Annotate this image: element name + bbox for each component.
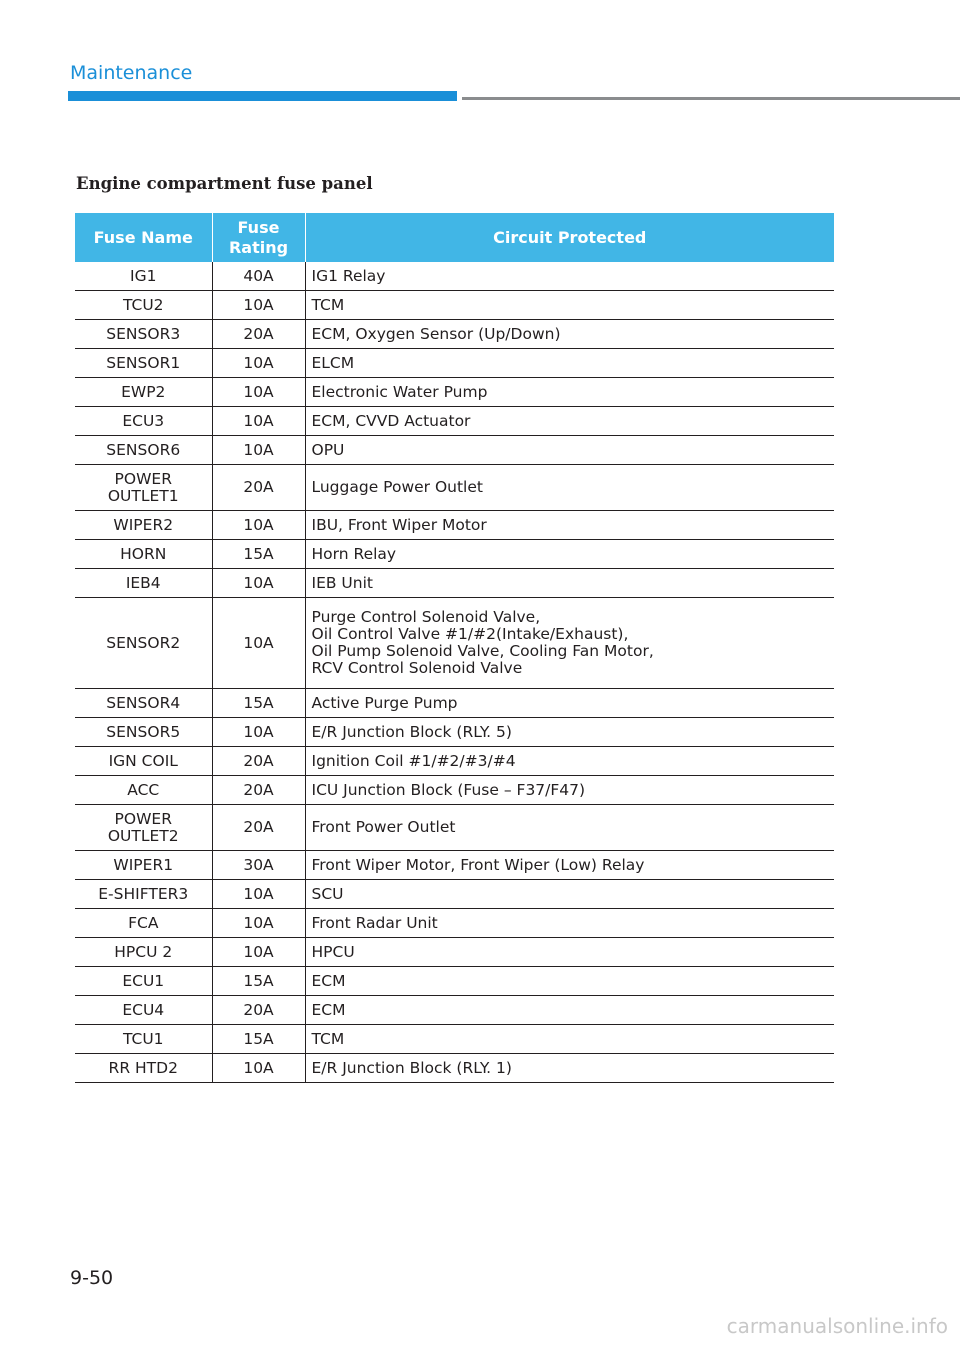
fuse-name-cell: E-SHIFTER3 [75,880,212,909]
circuit-protected-cell: ECM, Oxygen Sensor (Up/Down) [305,320,834,349]
fuse-name-cell: IEB4 [75,569,212,598]
fuse-rating-cell: 15A [212,967,305,996]
fuse-rating-cell: 10A [212,378,305,407]
table-row [75,1054,834,1083]
circuit-protected-cell: Front Power Outlet [305,805,834,851]
fuse-rating-cell: 10A [212,909,305,938]
circuit-protected-cell: ECM, CVVD Actuator [305,407,834,436]
fuse-name-cell: WIPER2 [75,511,212,540]
fuse-name-cell: TCU2 [75,291,212,320]
table-row [75,880,834,909]
table-row [75,718,834,747]
fuse-rating-cell: 15A [212,689,305,718]
fuse-rating-cell: 10A [212,938,305,967]
circuit-protected-cell: Ignition Coil #1/#2/#3/#4 [305,747,834,776]
fuse-name-cell: POWER OUTLET1 [75,465,212,511]
circuit-protected-cell: E/R Junction Block (RLY. 5) [305,718,834,747]
fuse-rating-cell: 20A [212,805,305,851]
fuse-rating-cell: 40A [212,262,305,291]
circuit-protected-cell: TCM [305,291,834,320]
fuse-table-body [75,262,834,1083]
table-row [75,851,834,880]
table-row [75,465,834,511]
fuse-rating-cell: 30A [212,851,305,880]
fuse-name-cell: EWP2 [75,378,212,407]
circuit-protected-cell: Luggage Power Outlet [305,465,834,511]
table-row [75,1025,834,1054]
fuse-name-cell: RR HTD2 [75,1054,212,1083]
table-row [75,540,834,569]
watermark: carmanualsonline.info [726,1314,948,1338]
circuit-protected-cell: HPCU [305,938,834,967]
circuit-protected-cell: ECM [305,967,834,996]
table-row [75,776,834,805]
table-row [75,689,834,718]
fuse-rating-cell: 10A [212,407,305,436]
fuse-name-cell: TCU1 [75,1025,212,1054]
circuit-protected-cell: ELCM [305,349,834,378]
fuse-rating-cell: 10A [212,291,305,320]
circuit-protected-cell: Electronic Water Pump [305,378,834,407]
fuse-rating-cell: 20A [212,465,305,511]
table-row [75,909,834,938]
fuse-rating-cell: 15A [212,1025,305,1054]
circuit-protected-cell: ICU Junction Block (Fuse – F37/F47) [305,776,834,805]
fuse-name-cell: SENSOR5 [75,718,212,747]
table-row [75,407,834,436]
circuit-protected-cell: Active Purge Pump [305,689,834,718]
table-header-row [75,213,834,262]
fuse-name-cell: SENSOR1 [75,349,212,378]
table-row [75,349,834,378]
fuse-rating-cell: 20A [212,320,305,349]
header-rule [462,97,960,100]
fuse-rating-cell: 10A [212,569,305,598]
table-row [75,747,834,776]
circuit-protected-cell: E/R Junction Block (RLY. 1) [305,1054,834,1083]
fuse-rating-cell: 10A [212,880,305,909]
fuse-rating-cell: 10A [212,718,305,747]
fuse-name-cell: SENSOR6 [75,436,212,465]
table-row [75,320,834,349]
fuse-rating-cell: 15A [212,540,305,569]
fuse-name-cell: ECU4 [75,996,212,1025]
fuse-name-cell: FCA [75,909,212,938]
circuit-protected-cell: IEB Unit [305,569,834,598]
table-row [75,967,834,996]
table-row [75,805,834,851]
fuse-name-cell: IGN COIL [75,747,212,776]
fuse-name-cell: HPCU 2 [75,938,212,967]
fuse-rating-cell: 10A [212,511,305,540]
fuse-rating-cell: 20A [212,776,305,805]
circuit-protected-cell: IBU, Front Wiper Motor [305,511,834,540]
fuse-name-cell: SENSOR2 [75,598,212,689]
page-number: 9-50 [70,1267,114,1289]
fuse-name-cell: WIPER1 [75,851,212,880]
fuse-name-cell: IG1 [75,262,212,291]
table-row [75,436,834,465]
circuit-protected-cell: OPU [305,436,834,465]
column-header-fuse-name: Fuse Name [75,213,212,262]
circuit-protected-cell: Purge Control Solenoid Valve, Oil Control Valve #1/#2(Intake/Exhaust), Oil Pump Solenoid Valve, Cooling Fan Motor, RCV Control Solenoid Valve [305,598,834,689]
fuse-name-cell: SENSOR4 [75,689,212,718]
table-row [75,569,834,598]
fuse-rating-cell: 10A [212,436,305,465]
column-header-fuse-rating: Fuse Rating [212,213,305,262]
circuit-protected-cell: SCU [305,880,834,909]
table-row [75,511,834,540]
fuse-name-cell: ECU1 [75,967,212,996]
circuit-protected-cell: TCM [305,1025,834,1054]
fuse-name-cell: SENSOR3 [75,320,212,349]
fuse-name-cell: HORN [75,540,212,569]
circuit-protected-cell: Horn Relay [305,540,834,569]
circuit-protected-cell: Front Radar Unit [305,909,834,938]
table-row [75,598,834,689]
fuse-name-cell: ECU3 [75,407,212,436]
circuit-protected-cell: Front Wiper Motor, Front Wiper (Low) Relay [305,851,834,880]
column-header-circuit-protected: Circuit Protected [305,213,834,262]
table-title: Engine compartment fuse panel [76,174,373,193]
table-row [75,938,834,967]
fuse-rating-cell: 10A [212,1054,305,1083]
fuse-rating-cell: 20A [212,747,305,776]
fuse-rating-cell: 10A [212,598,305,689]
fuse-table [75,213,834,1083]
fuse-rating-cell: 10A [212,349,305,378]
fuse-name-cell: POWER OUTLET2 [75,805,212,851]
table-row [75,262,834,291]
circuit-protected-cell: ECM [305,996,834,1025]
fuse-rating-cell: 20A [212,996,305,1025]
table-row [75,996,834,1025]
section-title: Maintenance [70,62,193,84]
circuit-protected-cell: IG1 Relay [305,262,834,291]
table-row [75,291,834,320]
header-accent-bar [68,91,457,101]
table-row [75,378,834,407]
fuse-name-cell: ACC [75,776,212,805]
